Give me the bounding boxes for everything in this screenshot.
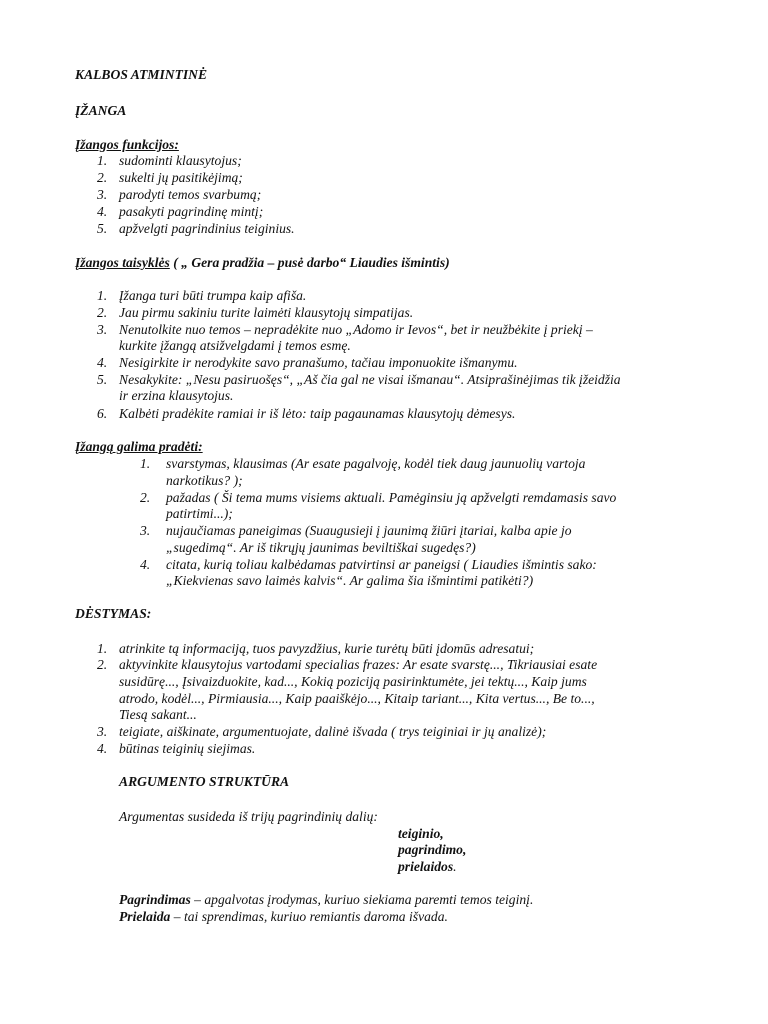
list-item-continuation: kurkite įžangą atsižvelgdami į temos esmę. xyxy=(119,338,351,353)
argument-intro: Argumentas susideda iš trijų pagrindinių dalių: xyxy=(119,809,378,824)
list-item-continuation: susidūrę..., Įsivaizduokite, kad..., Kokią poziciją pasirinktumėte, jei tektų..., Kaip jums xyxy=(119,674,587,689)
list-item: 2. Jau pirmu sakiniu turite laimėti klausytojų simpatijas. xyxy=(97,305,414,320)
list-item: 1. sudominti klausytojus; xyxy=(97,153,242,168)
definition-prielaida: Prielaida – tai sprendimas, kuriuo remiantis daroma išvada. xyxy=(119,909,448,924)
list-item-continuation: atrodo, kodėl..., Pirmiausia..., Kaip paaiškėjo..., Kitaip tariant..., Kita vertus..., Be to..., xyxy=(119,691,595,706)
list-item: 5. apžvelgti pagrindinius teiginius. xyxy=(97,221,295,236)
list-item-continuation: narkotikus? ); xyxy=(166,473,243,488)
list-item: 1. svarstymas, klausimas (Ar esate pagalvoję, kodėl tiek daug jaunuolių vartoja xyxy=(140,456,586,471)
argument-part: pagrindimo, xyxy=(398,842,467,857)
list-item: 3. parodyti temos svarbumą; xyxy=(97,187,262,202)
list-item: 6. Kalbėti pradėkite ramiai ir iš lėto: taip pagaunamas klausytojų dėmesys. xyxy=(97,406,516,421)
list-item-continuation: „Kiekvienas savo laimės kalvis“. Ar galima šia išmintimi patikėti?) xyxy=(166,573,534,588)
list-item: 2. sukelti jų pasitikėjimą; xyxy=(97,170,243,185)
list-item: 3. Nenutolkite nuo temos – nepradėkite nuo „Adomo ir Ievos“, bet ir neužbėkite į priekį – xyxy=(97,322,593,337)
list-item-continuation: Tiesą sakant... xyxy=(119,707,197,722)
document-title: KALBOS ATMINTINĖ xyxy=(75,67,208,82)
list-item: 3. nujaučiamas paneigimas (Suaugusieji į jaunimą žiūri įtariai, kalba apie jo xyxy=(140,523,572,538)
rules-heading: Įžangos taisyklės ( „ Gera pradžia – pusė darbo“ Liaudies išmintis) xyxy=(75,255,450,270)
start-heading: Įžangą galima pradėti: xyxy=(75,439,203,454)
argument-heading: ARGUMENTO STRUKTŪRA xyxy=(119,774,290,789)
intro-heading: ĮŽANGA xyxy=(75,103,127,118)
argument-part: prielaidos. xyxy=(398,859,457,874)
list-item: 4. Nesigirkite ir nerodykite savo pranašumo, tačiau imponuokite išmanymu. xyxy=(97,355,518,370)
list-item: 2. pažadas ( Ši tema mums visiems aktuali. Pamėginsiu ją apžvelgti remdamasis savo xyxy=(140,490,617,505)
list-item: 4. pasakyti pagrindinę mintį; xyxy=(97,204,264,219)
list-item-continuation: ir erzina klausytojus. xyxy=(119,388,234,403)
list-item: 1. Įžanga turi būti trumpa kaip afiša. xyxy=(97,288,307,303)
body-heading: DĖSTYMAS: xyxy=(75,606,152,621)
functions-heading: Įžangos funkcijos: xyxy=(75,137,179,152)
list-item-continuation: patirtimi...); xyxy=(166,506,233,521)
definition-pagrindimas: Pagrindimas – apgalvotas įrodymas, kuriuo siekiama paremti temos teiginį. xyxy=(119,892,534,907)
list-item-continuation: „sugedimą“. Ar iš tikrųjų jaunimas beviltiškai sugedęs?) xyxy=(166,540,476,555)
list-item: 2. aktyvinkite klausytojus vartodami specialias frazes: Ar esate svarstę..., Tikriausiai esate xyxy=(97,657,598,672)
list-item: 4. būtinas teiginių siejimas. xyxy=(97,741,256,756)
list-item: 3. teigiate, aiškinate, argumentuojate, dalinė išvada ( trys teiginiai ir jų analizė); xyxy=(97,724,547,739)
list-item: 4. citata, kurią toliau kalbėdamas patvirtinsi ar paneigsi ( Liaudies išmintis sako: xyxy=(140,557,597,572)
list-item: 5. Nesakykite: „Nesu pasiruošęs“, „Aš čia gal ne visai išmanau“. Atsiprašinėjimas tik įžeidžia xyxy=(97,372,621,387)
argument-part: teiginio, xyxy=(398,826,444,841)
list-item: 1. atrinkite tą informaciją, tuos pavyzdžius, kurie turėtų būti įdomūs adresatui; xyxy=(97,641,535,656)
